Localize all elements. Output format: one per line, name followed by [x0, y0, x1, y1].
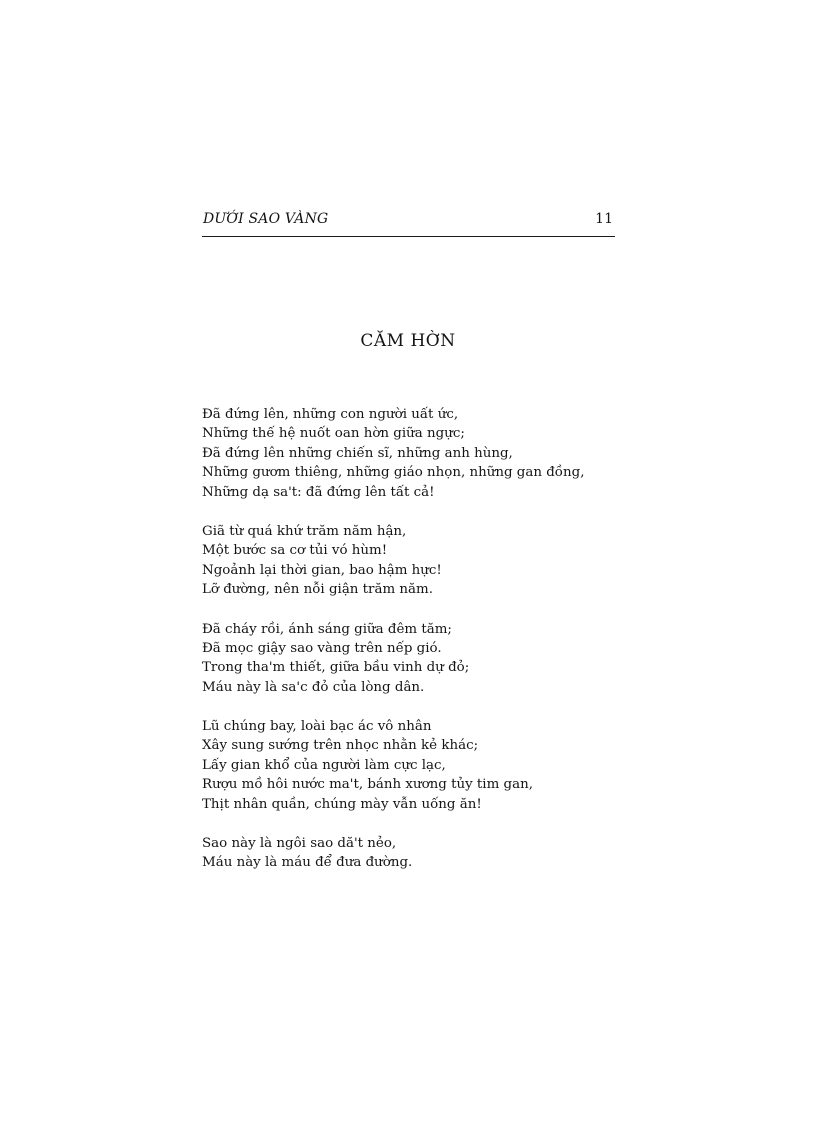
poem-line: Những gươm thiêng, những giáo nhọn, những gan đồng,: [202, 465, 585, 481]
poem-title: CĂM HỜN: [360, 331, 456, 351]
stanza-2: [202, 522, 642, 600]
page-header: [202, 208, 615, 237]
running-title: DƯỚI SAO VÀNG: [203, 211, 329, 227]
poem-line: Những dạ sa't: đã đứng lên tất cả!: [202, 484, 435, 500]
page-number: 11: [595, 211, 613, 227]
poem-line: Xây sung sướng trên nhọc nhằn kẻ khác;: [202, 738, 479, 754]
poem-line: Máu này là máu để đưa đường.: [202, 855, 413, 871]
poem-line: Lũ chúng bay, loài bạc ác vô nhân: [202, 719, 432, 735]
poem-line: Giã từ quá khứ trăm năm hận,: [202, 523, 407, 539]
stanza-1: [202, 405, 642, 502]
poem-line: Một bước sa cơ tủi vó hùm!: [202, 543, 388, 559]
poem-line: Lấy gian khổ của người làm cực lạc,: [202, 757, 446, 773]
stanza-4: [202, 717, 642, 814]
poem-line: Rượu mồ hôi nước ma't, bánh xương tủy tim gan,: [202, 777, 533, 793]
poem-line: Đã đứng lên, những con người uất ức,: [202, 407, 459, 422]
poem-line: Sao này là ngôi sao dă't nẻo,: [202, 836, 397, 852]
poem-line: Đã cháy rồi, ánh sáng giữa đêm tăm;: [202, 621, 452, 637]
poem-line: Đã đứng lên những chiến sĩ, những anh hùng,: [202, 445, 513, 461]
poem-line: Những thế hệ nuốt oan hờn giữa ngực;: [202, 426, 465, 442]
poem-line: Lỡ đường, nên nỗi giận trăm năm.: [202, 582, 433, 598]
poem-body: [202, 405, 642, 893]
poem-line: Đã mọc giậy sao vàng trên nếp gió.: [202, 640, 442, 656]
stanza-3: [202, 620, 642, 698]
stanza-5: [202, 834, 642, 873]
poem-line: Thịt nhân quần, chúng mày vẫn uống ăn!: [202, 796, 482, 812]
poem-line: Máu này là sa'c đỏ của lòng dân.: [202, 679, 425, 695]
poem-line: Trong tha'm thiết, giữa bầu vinh dự đỏ;: [202, 660, 470, 676]
poem-line: Ngoảnh lại thời gian, bao hậm hực!: [202, 562, 442, 578]
